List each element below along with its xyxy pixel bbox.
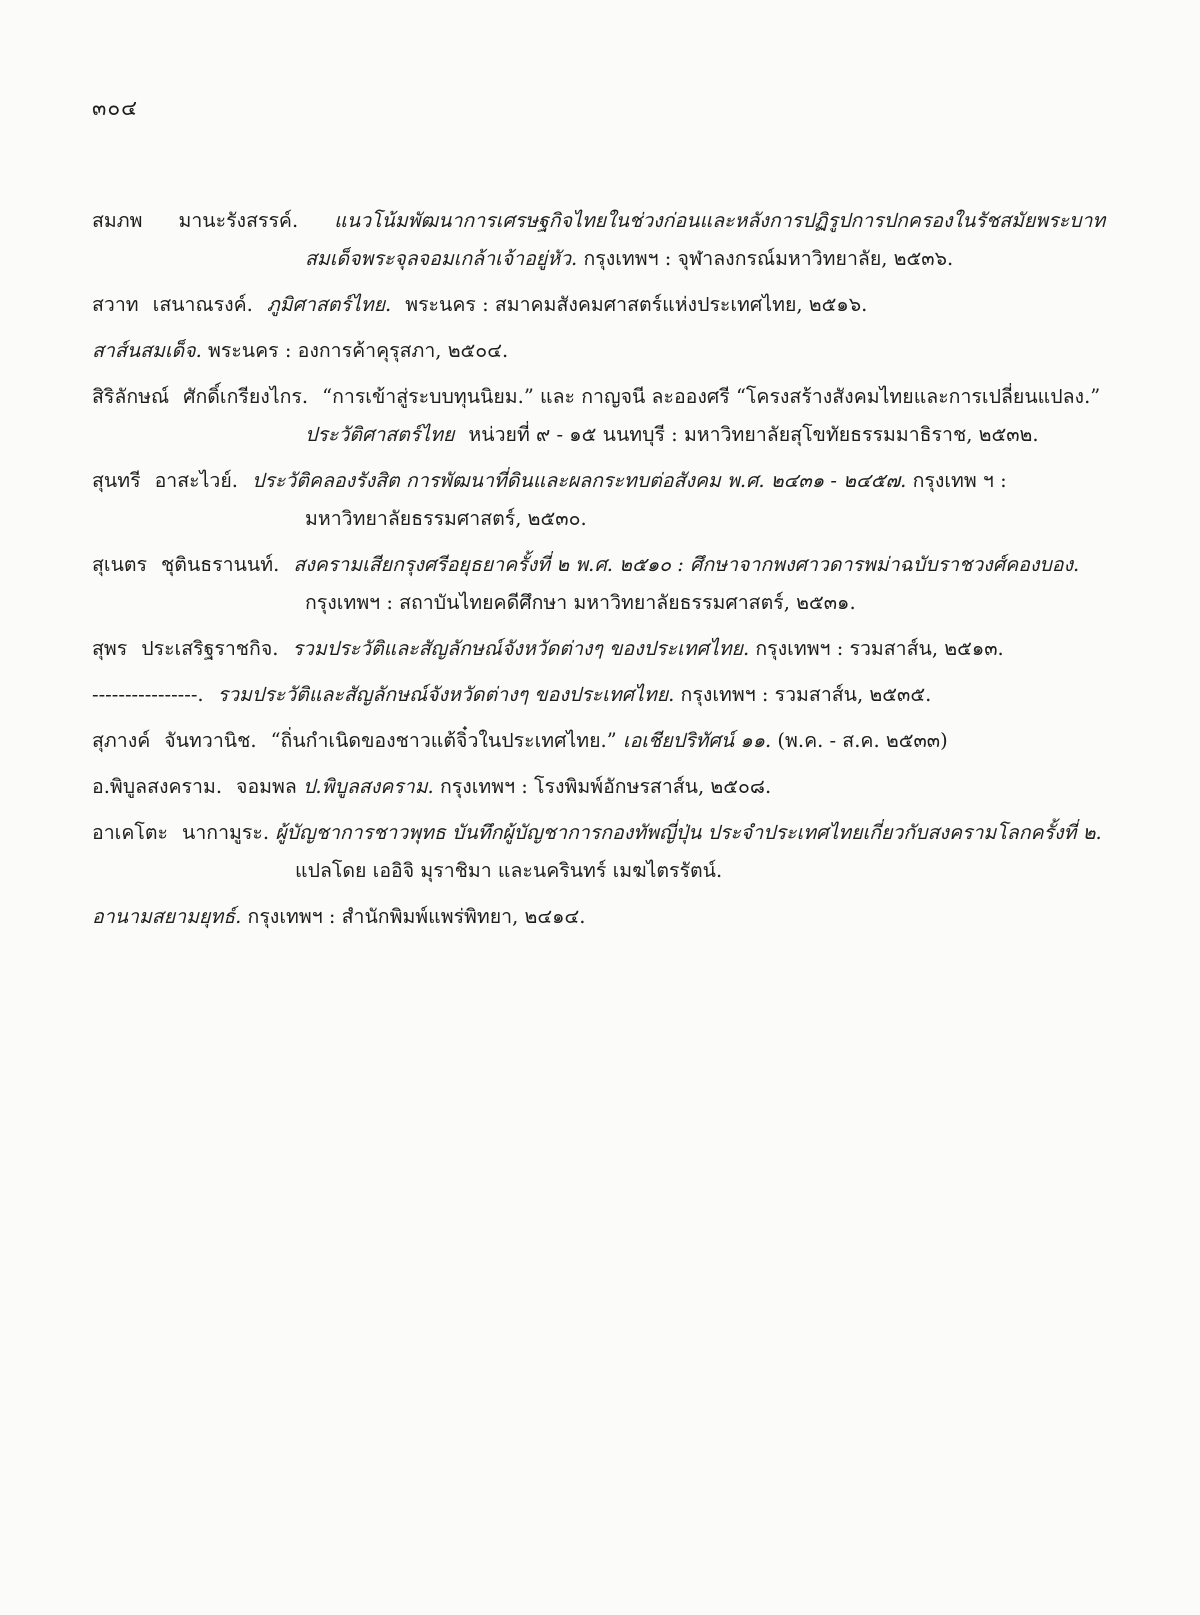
entry-author: สุเนตร: [92, 553, 148, 576]
entry-publisher: หน่วยที่ ๙ - ๑๕ นนทบุรี : มหาวิทยาลัยสุโขทัยธรรมมาธิราช, ๒๕๓๒.: [468, 423, 1039, 446]
entry-author-surname: ประเสริฐราชกิจ.: [141, 637, 279, 660]
entry-author-surname: จันทวานิช.: [164, 729, 257, 752]
bibliography-entry: [92, 286, 1190, 324]
entry-author: อ.พิบูลสงคราม.: [92, 775, 223, 798]
entry-author: สุนทรี: [92, 469, 141, 492]
bibliography-entry: [92, 814, 1190, 890]
entry-title: แนวโน้มพัฒนาการเศรษฐกิจไทยในช่วงก่อนและหลังการปฏิรูปการปกครองในรัชสมัยพระบาท: [334, 209, 1106, 232]
entry-title: สาส์นสมเด็จ.: [92, 339, 202, 362]
entry-author: สวาท: [92, 293, 139, 316]
entry-publisher-city: กรุงเทพ ฯ :: [912, 469, 1007, 492]
bibliography-entry: [92, 332, 1190, 370]
entry-author: สุพร: [92, 637, 128, 660]
entry-title: อานามสยามยุทธ์.: [92, 905, 242, 928]
entry-publisher: กรุงเทพฯ : รวมสาส์น, ๒๕๑๓.: [755, 637, 1004, 660]
entry-title: สงครามเสียกรุงศรีอยุธยาครั้งที่ ๒ พ.ศ. ๒๕๑๐ : ศึกษาจากพงศาวดารพม่าฉบับราชวงศ์คองบอง.: [293, 553, 1080, 576]
entry-publisher: กรุงเทพฯ : จุฬาลงกรณ์มหาวิทยาลัย, ๒๕๓๖.: [583, 247, 954, 270]
entry-title: ประวัติคลองรังสิต การพัฒนาที่ดินและผลกระทบต่อสังคม พ.ศ. ๒๔๓๑ - ๒๔๕๗.: [251, 469, 907, 492]
entry-publisher: แปลโดย เออิจิ มุราชิมา และนครินทร์ เมฆไตรรัตน์.: [295, 859, 723, 882]
entry-article-text: “การเข้าสู่ระบบทุนนิยม.” และ กาญจนี ละอองศรี “โครงสร้างสังคมไทยและการเปลี่ยนแปลง.”: [322, 385, 1101, 408]
entry-publisher: มหาวิทยาลัยธรรมศาสตร์, ๒๕๓๐.: [305, 507, 587, 530]
entry-title-continued: สมเด็จพระจุลจอมเกล้าเจ้าอยู่หัว.: [305, 247, 578, 270]
entry-author: สมภพ: [92, 209, 143, 232]
bibliography-entry: [92, 378, 1190, 454]
entry-author-surname: เสนาณรงค์.: [152, 293, 253, 316]
bibliography-entry: [92, 722, 1190, 760]
bibliography-entry: [92, 676, 1190, 714]
entry-title: รวมประวัติและสัญลักษณ์จังหวัดต่างๆ ของประเทศไทย.: [217, 683, 675, 706]
entry-author-surname: ชุตินธรานนท์.: [161, 553, 280, 576]
bibliography-list: [92, 202, 1190, 944]
entry-author-surname: ศักดิ์เกรียงไกร.: [183, 385, 309, 408]
bibliography-entry: [92, 202, 1190, 278]
entry-author-surname: อาสะไวย์.: [154, 469, 238, 492]
bibliography-entry: [92, 546, 1190, 622]
entry-publisher: กรุงเทพฯ : โรงพิมพ์อักษรสาส์น, ๒๕๐๘.: [439, 775, 772, 798]
entry-publisher: กรุงเทพฯ : สถาบันไทยคดีศึกษา มหาวิทยาลัยธรรมศาสตร์, ๒๕๓๑.: [305, 591, 856, 614]
entry-publisher: พระนคร : สมาคมสังคมศาสตร์แห่งประเทศไทย, ๒๕๑๖.: [405, 293, 868, 316]
entry-publisher: กรุงเทพฯ : สำนักพิมพ์แพร่พิทยา, ๒๔๑๔.: [247, 905, 586, 928]
bibliography-entry: [92, 462, 1190, 538]
page-number: ๓๐๔: [92, 96, 139, 120]
entry-publisher: กรุงเทพฯ : รวมสาส์น, ๒๕๓๕.: [680, 683, 932, 706]
entry-author-repeat: ----------------.: [92, 683, 204, 706]
entry-title: รวมประวัติและสัญลักษณ์จังหวัดต่างๆ ของประเทศไทย.: [292, 637, 750, 660]
entry-article-text: “ถิ่นกำเนิดของชาวแต้จิ๋วในประเทศไทย.”: [270, 729, 617, 752]
entry-title: ผู้บัญชาการชาวพุทธ บันทึกผู้บัญชาการกองทัพญี่ปุ่น ประจำประเทศไทยเกี่ยวกับสงครามโลกครั้งที่ ๒.: [275, 821, 1102, 844]
bibliography-entry: [92, 898, 1190, 936]
bibliography-entry: [92, 630, 1190, 668]
entry-author: สุภางค์: [92, 729, 151, 752]
entry-publisher: (พ.ค. - ส.ค. ๒๕๓๓): [777, 729, 948, 752]
entry-title: ป.พิบูลสงคราม.: [303, 775, 434, 798]
entry-title-continued: ประวัติศาสตร์ไทย: [305, 423, 455, 446]
entry-publisher: พระนคร : องการค้าคุรุสภา, ๒๕๐๔.: [208, 339, 509, 362]
bibliography-entry: [92, 768, 1190, 806]
entry-title: ภูมิศาสตร์ไทย.: [266, 293, 392, 316]
entry-author: อาเคโตะ: [92, 821, 168, 844]
entry-author-surname: จอมพล: [236, 775, 297, 798]
entry-author-surname: นากามูระ.: [181, 821, 270, 844]
entry-title: เอเชียปริทัศน์ ๑๑.: [622, 729, 772, 752]
entry-author-surname: มานะรังสรรค์.: [178, 209, 299, 232]
entry-author: สิริลักษณ์: [92, 385, 170, 408]
